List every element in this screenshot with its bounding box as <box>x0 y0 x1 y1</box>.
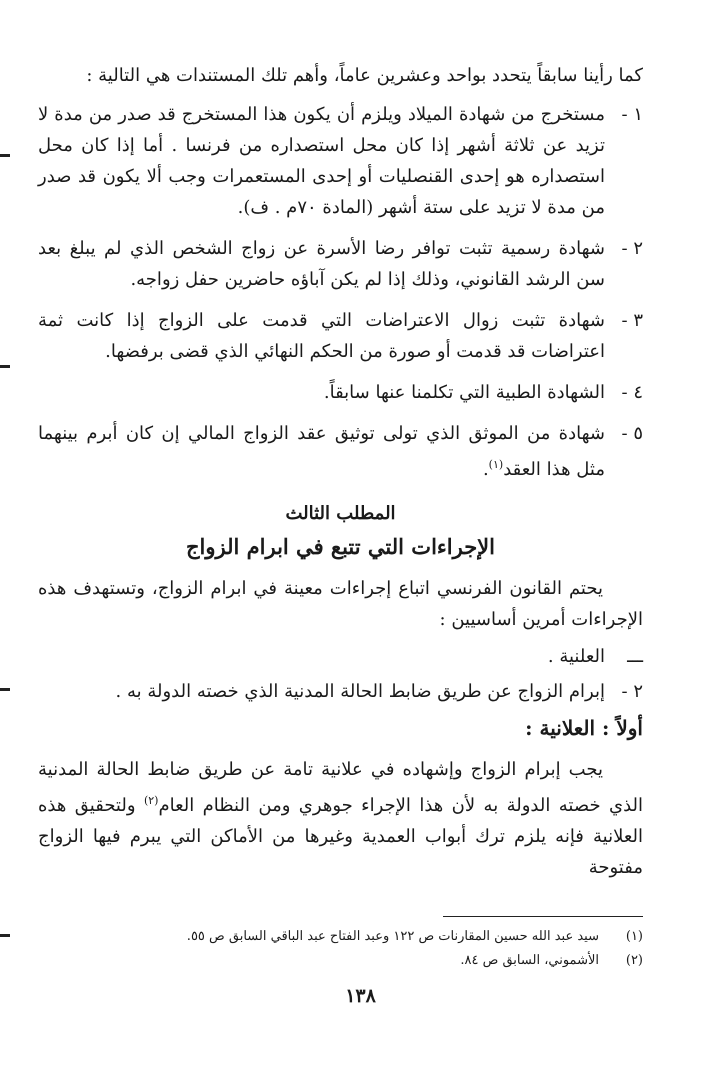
footnote-number: (٢) <box>625 953 643 968</box>
paragraph-text: ولتحقيق هذه العلانية فإنه يلزم ترك أبواب العمدية وغيرها من الأماكن التي يبرم فيها الزواج مفتوحة <box>38 795 643 878</box>
footnote-text: سيد عبد الله حسين المقارنات ص ١٢٢ وعبد الفتاح عبد الباقي السابق ص ٥٥. <box>186 929 599 944</box>
footnote-number: (١) <box>625 929 643 944</box>
section-title: المطلب الثالث <box>285 503 396 524</box>
list-item <box>38 233 643 295</box>
footnote-text: الأشموني، السابق ص ٨٤. <box>460 953 599 968</box>
scan-mark <box>0 688 10 691</box>
item-text: الشهادة الطبية التي تكلمنا عنها سابقاً. <box>323 382 605 403</box>
scan-mark <box>0 154 10 157</box>
footnotes <box>38 925 643 973</box>
paragraph: يحتم القانون الفرنسي اتباع إجراءات معينة في ابرام الزواج، وتستهدف هذه الإجراءات أمرين أساسيين : <box>38 578 643 630</box>
list-item <box>38 641 643 672</box>
list-item <box>38 99 643 223</box>
list-item <box>38 377 643 408</box>
page-body <box>38 60 643 889</box>
item-number: ٣ - <box>621 310 643 331</box>
list-item <box>38 676 643 707</box>
item-number: ـــ <box>627 646 643 667</box>
item-text: العلنية . <box>547 646 605 667</box>
item-number: ١ - <box>621 104 643 125</box>
paragraph <box>38 754 643 883</box>
section-heading <box>38 499 643 565</box>
item-text: شهادة من الموثق الذي تولى توثيق عقد الزواج المالي إن كان أبرم بينهما مثل هذا العقد <box>38 423 605 480</box>
item-text: شهادة تثبت زوال الاعتراضات التي قدمت على الزواج إذا كانت ثمة اعتراضات قد قدمت أو صورة من الحكم النهائي الذي قضى برفضها. <box>38 310 605 362</box>
footnote-ref: (٢) <box>143 794 159 807</box>
documents-list <box>38 99 643 485</box>
item-text: شهادة رسمية تثبت توافر رضا الأسرة عن زواج الشخص الذي لم يبلغ بعد سن الرشد القانوني، وذلك إذا لم يكن آباؤه حاضرين حفل زواجه. <box>38 238 605 290</box>
list-item <box>38 305 643 367</box>
item-text: مستخرج من شهادة الميلاد ويلزم أن يكون هذا المستخرج قد صدر من مدة لا تزيد عن ثلاثة أشهر إذا كان محل استصداره من فرنسا . أما إذا كان محل استصداره هو إحدى القنصليات أو إحدى المستعمرات وجب ألا يكون قد صدر من مدة لا تزيد على ستة أشهر (المادة ٧٠م . ف). <box>38 104 605 218</box>
item-text: إبرام الزواج عن طريق ضابط الحالة المدنية الذي خصته الدولة به . <box>115 681 605 702</box>
intro-text: كما رأينا سابقاً يتحدد بواحد وعشرين عاماً، وأهم تلك المستندات هي التالية : <box>86 65 643 86</box>
paragraph-text: يجب إبرام الزواج وإشهاده في علانية تامة عن طريق ضابط الحالة المدنية الذي خصته الدولة به لأن هذا الإجراء جوهري ومن النظام العام <box>38 759 644 816</box>
item-number: ٥ - <box>621 423 643 444</box>
footnote <box>38 949 643 973</box>
item-number: ٢ - <box>621 238 643 259</box>
scan-mark <box>0 934 10 937</box>
item-number: ٢ - <box>621 681 643 702</box>
aims-list <box>38 641 643 707</box>
footnote-divider <box>443 916 643 917</box>
list-item: ٥ - شهادة من الموثق الذي تولى توثيق عقد الزواج المالي إن كان أبرم بينهما مثل هذا العقد$^{(١)}$. <box>38 418 643 485</box>
page-number: ١٣٨ <box>345 985 376 1007</box>
subheading: أولاً : العلانية : <box>525 716 643 740</box>
footnote <box>38 925 643 949</box>
footnote-ref: (١) <box>488 458 504 471</box>
item-number: ٤ - <box>621 382 643 403</box>
scan-mark <box>0 365 10 368</box>
section-subtitle: الإجراءات التي تتبع في ابرام الزواج <box>185 534 495 559</box>
